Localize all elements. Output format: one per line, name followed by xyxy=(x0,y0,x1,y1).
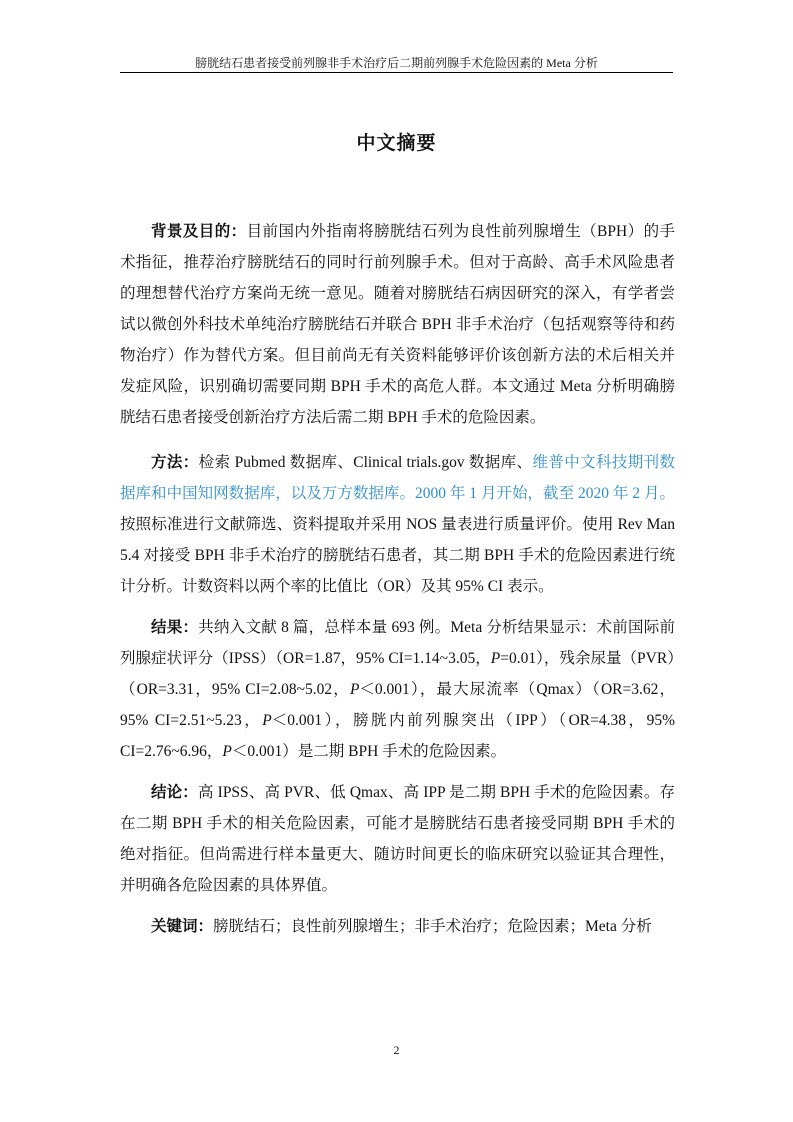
methods-label: 方法： xyxy=(151,453,199,471)
methods-highlighted-text: 维普中文科技期刊数据库和中国知网数据库，以及万方数据库。2000 年 1 月开始，截至 2020 年 2 月。 xyxy=(120,454,675,502)
p-value-symbol: P xyxy=(349,681,360,698)
results-paragraph xyxy=(120,612,675,767)
p-value-symbol: P xyxy=(262,712,272,729)
results-text-5: ＜0.001）是二期 BPH 手术的危险因素。 xyxy=(231,743,507,760)
methods-text-1: 检索 Pubmed 数据库、Clinical trials.gov 数据库、 xyxy=(198,454,533,471)
keywords-paragraph xyxy=(120,911,675,942)
methods-paragraph xyxy=(120,447,675,602)
conclusion-paragraph xyxy=(120,777,675,901)
background-label: 背景及目的： xyxy=(151,222,247,240)
results-text-1: 共纳入文献 8 篇，总样本量 693 例。Meta 分析结果显示：术前国际前列腺症状评分（IPSS）（OR=1.87，95% CI=1.14~3.05， xyxy=(120,619,675,667)
results-text-2: =0.01），残余尿量（PVR）（OR=3.31，95% CI=2.08~5.02， xyxy=(120,650,675,698)
keywords-label: 关键词： xyxy=(151,917,214,935)
page-number: 2 xyxy=(393,1043,400,1057)
page-title: 中文摘要 xyxy=(356,132,437,154)
conclusion-label: 结论： xyxy=(151,783,198,801)
conclusion-text: 高 IPSS、高 PVR、低 Qmax、高 IPP 是二期 BPH 手术的危险因素。存在二期 BPH 手术的相关危险因素，可能才是膀胱结石患者接受同期 BPH 手术的绝对指征。但尚需进行样本量更大、随访时间更长的临床研究以验证其合理性，并明确各危险因素的具体界值。 xyxy=(120,784,675,894)
results-text-3: ＜0.001），最大尿流率（Qmax）（OR=3.62，95% CI=2.51~5.23， xyxy=(120,681,676,729)
p-value-symbol: P xyxy=(222,743,232,760)
background-text: 目前国内外指南将膀胱结石列为良性前列腺增生（BPH）的手术指征，推荐治疗膀胱结石的同时行前列腺手术。但对于高龄、高手术风险患者的理想替代治疗方案尚无统一意见。随着对膀胱结石病因研究的深入，有学者尝试以微创外科技术单纯治疗膀胱结石并联合 BPH 非手术治疗（包括观察等待和药物治疗）作为替代方案。但目前尚无有关资料能够评价该创新方法的术后相关并发症风险，识别确切需要同期 BPH 手术的高危人群。本文通过 Meta 分析明确膀胱结石患者接受创新治疗方法后需二期 BPH 手术的危险因素。 xyxy=(120,223,675,426)
p-value-symbol: P xyxy=(490,650,501,667)
keywords-text: 膀胱结石；良性前列腺增生；非手术治疗；危险因素；Meta 分析 xyxy=(213,918,652,935)
running-header: 膀胱结石患者接受前列腺非手术治疗后二期前列腺手术危险因素的 Meta 分析 xyxy=(195,56,598,70)
methods-text-2: 按照标准进行文献筛选、资料提取并采用 NOS 量表进行质量评价。使用 Rev Man 5.4 对接受 BPH 非手术治疗的膀胱结石患者，其二期 BPH 手术的危险因素进行统计分析。计数资料以两个率的比值比（OR）及其 95% CI 表示。 xyxy=(120,516,675,595)
header-rule xyxy=(120,72,673,73)
results-label: 结果： xyxy=(151,618,199,636)
background-paragraph xyxy=(120,216,675,433)
results-text-4: ＜0.001），膀胱内前列腺突出（IPP）（OR=4.38，95% CI=2.76~6.96， xyxy=(120,712,675,760)
